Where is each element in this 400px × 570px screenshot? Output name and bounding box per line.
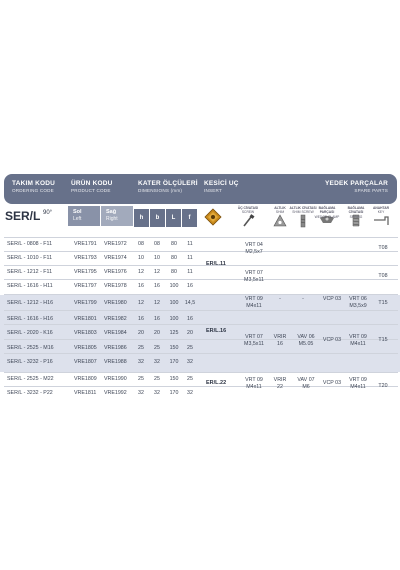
ordering-code-cell: SER/L - 2020 - K16 xyxy=(7,330,53,336)
dim-f-cell: 11 xyxy=(187,241,193,247)
product-code-left-cell: VRE1795 xyxy=(74,269,97,275)
dim-l-cell: 170 xyxy=(169,359,179,365)
spare-shim-g2a: - xyxy=(279,296,281,302)
insert-code-er22: ER/L.22 xyxy=(206,380,227,386)
ordering-code-cell: SER/L - 3232 - P16 xyxy=(7,359,53,365)
product-code-left-cell: VRE1793 xyxy=(74,255,97,261)
dim-f-cell: 25 xyxy=(187,376,193,382)
dim-h-cell: 32 xyxy=(138,390,144,396)
dim-b-cell: 12 xyxy=(154,269,160,275)
dim-f-cell: 11 xyxy=(187,255,193,261)
spare-key-g3: T20 xyxy=(378,383,388,389)
product-code-left-cell: VRE1791 xyxy=(74,241,97,247)
dim-l-cell: 80 xyxy=(171,241,177,247)
dim-f-cell: 32 xyxy=(187,359,193,365)
ordering-code-cell: SER/L - 1212 - H16 xyxy=(7,300,54,306)
spare-key-g1a: T08 xyxy=(378,245,388,251)
dim-f-cell: 32 xyxy=(187,390,193,396)
key-icon xyxy=(373,216,389,228)
dim-b-cell: 16 xyxy=(154,283,160,289)
ordering-code-cell: SER/L - 2525 - M22 xyxy=(7,376,54,382)
spare-screw-g1a: VRT 04 M2,5x7 xyxy=(245,242,263,256)
side-right-label: Sağ Right xyxy=(101,206,133,226)
spare-spring-g3: VRT 09 M4x11 xyxy=(349,377,367,391)
spare-key-g2a: T15 xyxy=(378,300,388,306)
spare-shim-screw-g3: VAV 07 M6 xyxy=(297,377,315,391)
spare-shim-screw-g2a: - xyxy=(302,296,304,302)
dim-h-cell: 32 xyxy=(138,359,144,365)
ordering-code-cell: SER/L - 1212 - F11 xyxy=(7,269,53,275)
product-code-left-cell: VRE1801 xyxy=(74,316,97,322)
dim-f-cell: 25 xyxy=(187,345,193,351)
ordering-code-cell: SER/L - 0808 - F11 xyxy=(7,241,53,247)
insert-code-er16: ER/L.16 xyxy=(206,328,227,334)
dim-h-cell: 20 xyxy=(138,330,144,336)
dim-f-cell: 16 xyxy=(187,283,193,289)
shim-screw-icon xyxy=(296,214,310,228)
product-code-right-cell: VRE1992 xyxy=(104,390,127,396)
dim-l-cell: 125 xyxy=(169,330,179,336)
dim-b-cell: 32 xyxy=(154,359,160,365)
dim-h-cell: 08 xyxy=(138,241,144,247)
ordering-code-cell: SER/L - 1616 - H16 xyxy=(7,316,54,322)
spare-clamp-g2a: VCP 03 xyxy=(322,296,342,302)
model-angle: 90° xyxy=(43,210,53,216)
dim-f-cell: 16 xyxy=(187,316,193,322)
dim-b-cell: 16 xyxy=(154,316,160,322)
dim-f-cell: 11 xyxy=(187,269,193,275)
side-left-label: Sol Left xyxy=(68,206,100,226)
dim-b-cell: 32 xyxy=(154,390,160,396)
dim-b-cell: 25 xyxy=(154,376,160,382)
dim-b-cell: 08 xyxy=(154,241,160,247)
product-code-right-cell: VRE1978 xyxy=(104,283,127,289)
spare-shim-g3: VRIR 22 xyxy=(273,377,287,391)
header-dimensions: KATER ÖLÇÜLERİ DIMENSIONS (mm) xyxy=(138,180,198,193)
spare-header-shim: ALTLIK SHIM xyxy=(274,206,286,215)
dim-b-cell: 25 xyxy=(154,345,160,351)
spare-clamp-g3: VCP 03 xyxy=(322,380,342,386)
model-name: SER/L xyxy=(5,209,41,223)
shim-icon xyxy=(273,214,287,228)
dim-header-h: h xyxy=(134,209,149,227)
spare-header-shim-screw: ALTLIK CİVATASI SHIM SCREW xyxy=(289,206,317,215)
dim-l-cell: 100 xyxy=(169,316,179,322)
spare-spring-g2b: VRT 09 M4x11 xyxy=(349,334,367,348)
ordering-code-cell: SER/L - 1616 - H11 xyxy=(7,283,53,289)
ordering-code-cell: SER/L - 2525 - M16 xyxy=(7,345,54,351)
dim-h-cell: 12 xyxy=(138,300,144,306)
ordering-code-cell: SER/L - 3232 - P22 xyxy=(7,390,53,396)
dim-h-cell: 25 xyxy=(138,345,144,351)
dim-l-cell: 80 xyxy=(171,255,177,261)
product-code-right-cell: VRE1984 xyxy=(104,330,127,336)
product-code-left-cell: VRE1809 xyxy=(74,376,97,382)
product-code-left-cell: VRE1797 xyxy=(74,283,97,289)
table-header-bar xyxy=(4,174,397,204)
spare-spring-g2a: VRT 06 M3,5x9 xyxy=(349,296,367,310)
insert-diamond-icon xyxy=(204,208,222,226)
dim-f-cell: 14,5 xyxy=(184,300,196,306)
header-ordering-code: TAKIM KODU ORDERING CODE xyxy=(12,180,56,193)
dim-header-b: b xyxy=(150,209,165,227)
spare-shim-screw-g2b: VAV 06 M5.05 xyxy=(297,334,315,348)
spare-screw-g2b: VRT 07 M3,5x11 xyxy=(244,334,264,348)
dim-l-cell: 100 xyxy=(169,300,179,306)
dim-header-l: L xyxy=(166,209,181,227)
header-insert: KESİCİ UÇ INSERT xyxy=(204,180,239,193)
header-spare-parts: YEDEK PARÇALAR SPARE PARTS xyxy=(325,180,388,193)
dim-l-cell: 100 xyxy=(169,283,179,289)
dim-b-cell: 20 xyxy=(154,330,160,336)
spare-screw-g1b: VRT 07 M3,5x11 xyxy=(244,270,264,284)
product-code-right-cell: VRE1986 xyxy=(104,345,127,351)
dim-l-cell: 80 xyxy=(171,269,177,275)
dim-l-cell: 150 xyxy=(169,345,179,351)
dim-h-cell: 12 xyxy=(138,269,144,275)
ordering-code-cell: SER/L - 1010 - F11 xyxy=(7,255,53,261)
product-code-left-cell: VRE1805 xyxy=(74,345,97,351)
header-product-code: ÜRÜN KODU PRODUCT CODE xyxy=(71,180,113,193)
spare-header-spring: BAĞLAMA CİVATASI SPRING xyxy=(347,206,365,219)
dim-l-cell: 150 xyxy=(169,376,179,382)
dim-h-cell: 16 xyxy=(138,316,144,322)
spare-key-g2b: T15 xyxy=(378,337,388,343)
product-code-left-cell: VRE1803 xyxy=(74,330,97,336)
spare-header-screw: ÜÇ CİVATASI SCREW xyxy=(237,206,259,215)
product-code-right-cell: VRE1990 xyxy=(104,376,127,382)
dim-l-cell: 170 xyxy=(169,390,179,396)
dim-f-cell: 20 xyxy=(187,330,193,336)
product-code-right-cell: VRE1974 xyxy=(104,255,127,261)
spare-header-key: ANAHTAR KEY xyxy=(372,206,390,215)
dim-h-cell: 16 xyxy=(138,283,144,289)
product-code-right-cell: VRE1982 xyxy=(104,316,127,322)
product-code-right-cell: VRE1980 xyxy=(104,300,127,306)
product-code-right-cell: VRE1972 xyxy=(104,241,127,247)
insert-code-er11: ER/L.11 xyxy=(206,261,226,267)
dim-b-cell: 12 xyxy=(154,300,160,306)
spare-clamp-g2b: VCP 03 xyxy=(322,337,342,343)
product-code-right-cell: VRE1988 xyxy=(104,359,127,365)
dim-b-cell: 10 xyxy=(154,255,160,261)
spare-key-g1b: T08 xyxy=(378,273,388,279)
group-band-er16 xyxy=(0,295,400,372)
dim-h-cell: 25 xyxy=(138,376,144,382)
product-code-left-cell: VRE1811 xyxy=(74,390,97,396)
dim-h-cell: 10 xyxy=(138,255,144,261)
product-code-left-cell: VRE1807 xyxy=(74,359,97,365)
spare-shim-g2b: VRIR 16 xyxy=(273,334,287,348)
spare-screw-g2a: VRT 09 M4x11 xyxy=(245,296,263,310)
screw-icon xyxy=(241,214,255,228)
spare-screw-g3: VRT 09 M4x11 xyxy=(245,377,263,391)
dim-header-f: f xyxy=(182,209,197,227)
spare-header-wedge-clamp: BAĞLAMA PARÇASI WEDGE CLAMP xyxy=(314,206,340,219)
product-code-left-cell: VRE1799 xyxy=(74,300,97,306)
product-code-right-cell: VRE1976 xyxy=(104,269,127,275)
